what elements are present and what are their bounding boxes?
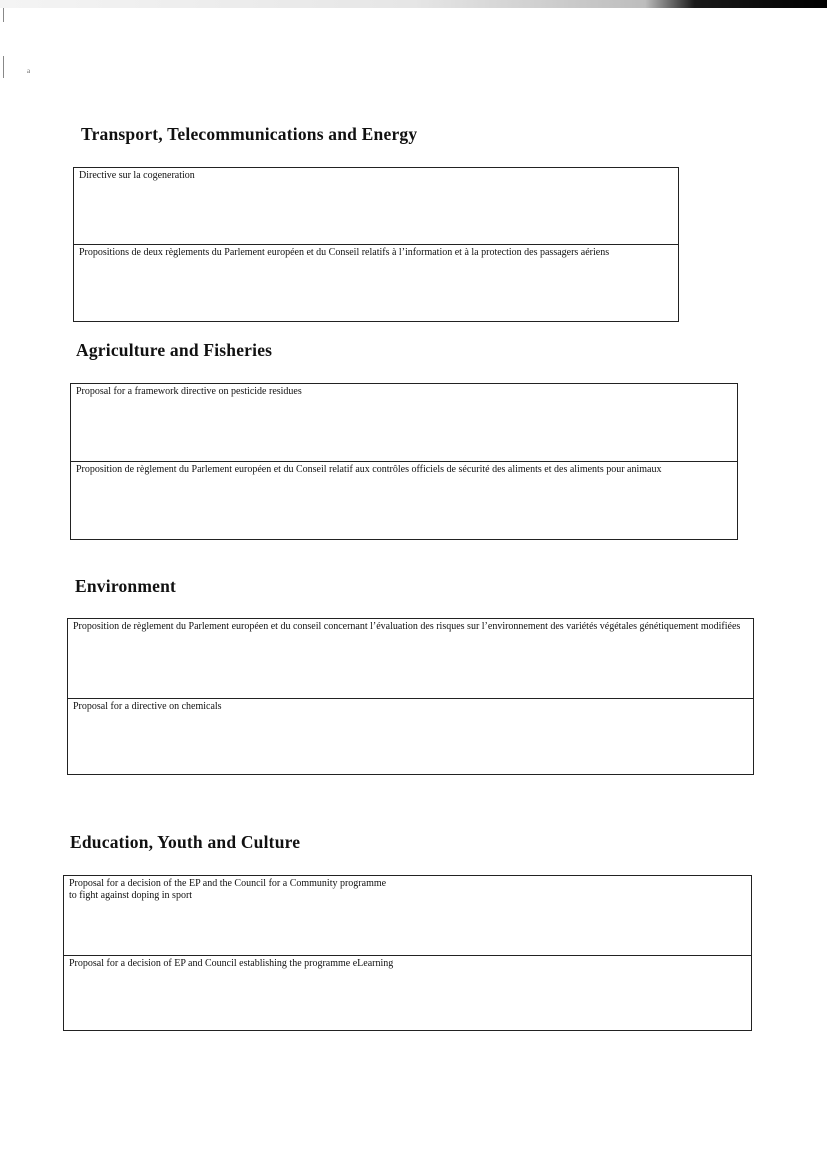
table-row — [71, 461, 737, 539]
proposal-text: Proposition de règlement du Parlement européen et du conseil concernant l’évaluation des risques sur l’environnement des variétés végétales génétiquement modifiées — [73, 621, 741, 632]
section-title-transport: Transport, Telecommunications and Energy — [81, 124, 418, 144]
scan-margin-mark — [3, 56, 4, 78]
table-row — [74, 168, 678, 244]
table-row — [68, 698, 753, 774]
education-table — [63, 875, 752, 1031]
table-row — [64, 876, 751, 955]
scan-margin-letter: a — [27, 67, 31, 75]
section-title-environment: Environment — [75, 576, 177, 596]
table-row — [68, 619, 753, 698]
scan-margin-mark — [3, 8, 4, 22]
scan-top-edge — [0, 0, 827, 8]
proposal-text: Proposal for a directive on chemicals — [73, 701, 222, 712]
section-title-education: Education, Youth and Culture — [70, 832, 301, 852]
table-row — [74, 244, 678, 321]
proposal-text: Proposal for a framework directive on pesticide residues — [76, 386, 302, 397]
agriculture-table — [70, 383, 738, 540]
proposal-text: Propositions de deux règlements du Parlement européen et du Conseil relatifs à l’information et à la protection des passagers aériens — [79, 247, 610, 258]
transport-table — [73, 167, 679, 322]
table-row — [71, 384, 737, 461]
table-row — [64, 955, 751, 1030]
proposal-text: Directive sur la cogeneration — [79, 170, 195, 181]
proposal-text: Proposal for a decision of EP and Council establishing the programme eLearning — [69, 958, 394, 969]
proposal-text: Proposition de règlement du Parlement européen et du Conseil relatif aux contrôles officiels de sécurité des aliments et des aliments pour animaux — [76, 464, 662, 475]
proposal-text: Proposal for a decision of the EP and the Council for a Community programme to fight against doping in sport — [69, 878, 387, 901]
section-title-agriculture: Agriculture and Fisheries — [76, 340, 273, 360]
environment-table — [67, 618, 754, 775]
